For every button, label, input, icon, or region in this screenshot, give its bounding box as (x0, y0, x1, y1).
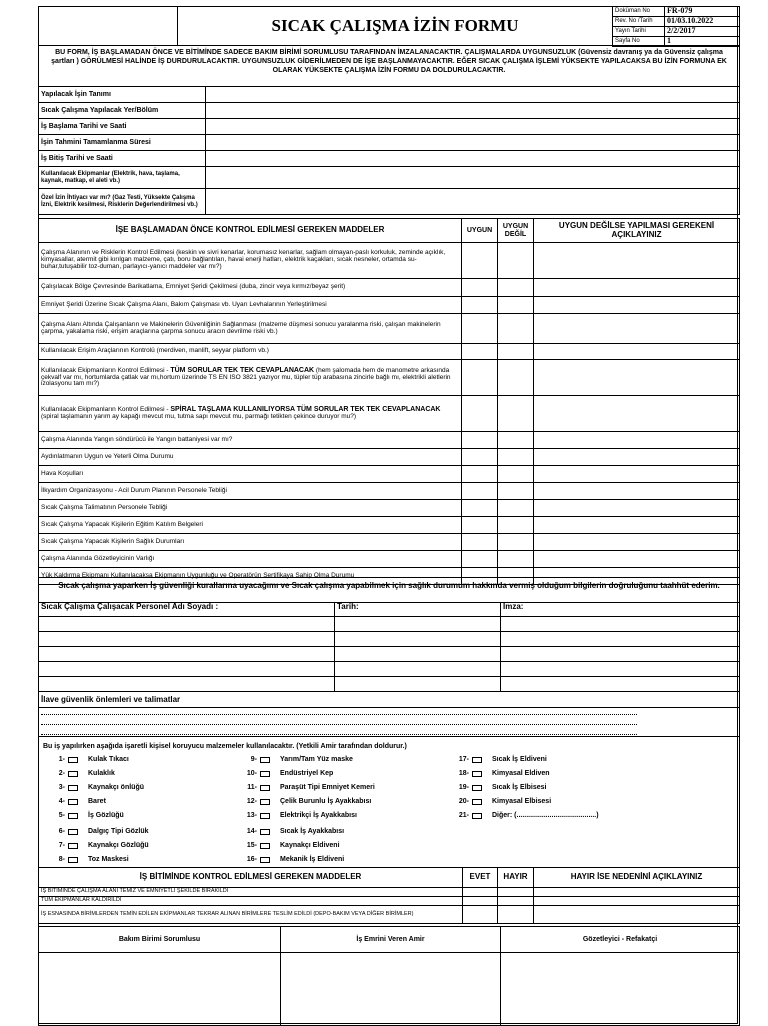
ppe-item (449, 770, 550, 777)
personnel-header (39, 603, 740, 617)
ppe-number: 3- (58, 784, 65, 791)
ppe-number: 6- (58, 828, 65, 835)
pre-check-text: Kullanılacak Ekipmanların Kontrol Edilmesi - (41, 366, 171, 374)
pre-check-title: İŞE BAŞLAMADAN ÖNCE KONTROL EDİLMESİ GEREKEN MADDELER (39, 219, 462, 243)
meta-value: FR-079 (665, 7, 740, 17)
ppe-label: Çelik Burunlu İş Ayakkabısı (280, 798, 372, 805)
info-row (39, 135, 740, 151)
ppe-label: Sıcak İş Eldiveni (492, 756, 547, 763)
info-label: Yapılacak İşin Tanımı (39, 87, 206, 103)
ppe-label: Kulak Tıkacı (88, 756, 129, 763)
ok-cell[interactable] (462, 243, 498, 279)
info-field[interactable] (206, 135, 740, 151)
pre-check-row (39, 483, 740, 500)
extra-safety-title: İlave güvenlik önlemleri ve talimatlar (39, 692, 739, 708)
ppe-checkbox[interactable] (472, 771, 482, 777)
pre-check-item (39, 360, 462, 396)
not-ok-cell[interactable] (498, 449, 534, 466)
signature-field[interactable] (501, 953, 740, 1026)
pre-check-row (39, 243, 740, 279)
doc-meta (612, 6, 740, 46)
personnel-date-cell[interactable] (335, 647, 501, 662)
pre-check-detail: (hem şalomada hem de manometre arkasında çekvalf var mı, hortumlarda çatlak var mı,hortum üzerinde TS EN ISO 3821 yazıyor mu, tüpler tüp arabasına zincirle bağlı mı, elektrikli aletlerin izolasyonu tam mı?) (41, 366, 451, 388)
explain-cell[interactable] (534, 243, 740, 279)
pre-check-text: Sıcak Çalışma Yapacak Kişilerin Eğitim Katılım Belgeleri (41, 520, 203, 528)
ppe-number: 14- (246, 828, 257, 835)
ppe-checkbox[interactable] (68, 843, 78, 849)
pre-check-item (39, 344, 462, 360)
personnel-date-cell[interactable] (335, 677, 501, 692)
ppe-number: 13- (246, 812, 257, 819)
ok-cell[interactable] (462, 314, 498, 344)
pre-check-ok-header: UYGUN (462, 219, 498, 243)
ok-cell[interactable] (462, 517, 498, 534)
post-check-no-header: HAYIR (498, 868, 534, 888)
ppe-checkbox[interactable] (68, 829, 78, 835)
ok-cell[interactable] (462, 279, 498, 297)
ok-cell[interactable] (462, 483, 498, 500)
intro-text: BU FORM, İŞ BAŞLAMADAN ÖNCE VE BİTİMİNDE SADECE BAKIM BİRİMİ SORUMLUSU TARAFINDAN İMZALANACAKTIR. ÇALIŞMALARDA UYGUNSUZLUK (Güvensiz davranış ya da Güvensiz çalışma şartları ) GÖRÜLMESİ HALİNDE İŞ DURDURULACAKTIR. UYGUNSUZLUK GİDERİLMEDEN DE İŞE BAŞLANMAYACAKTIR. EĞER SICAK ÇALIŞMA İŞLEMİ YÜKSEKTE YAPILACAKSA BU İZİN FORMUNA EK OLARAK YÜKSEKTE ÇALIŞMA İZİN FORMU DA DOLDURULACAKTIR. (38, 45, 740, 87)
ppe-checkbox[interactable] (68, 813, 78, 819)
ppe-number: 16- (246, 856, 257, 863)
ok-cell[interactable] (462, 534, 498, 551)
ok-cell[interactable] (462, 551, 498, 568)
meta-value: 2/2/2017 (665, 27, 740, 37)
personnel-sign-header: İmza: (501, 603, 740, 617)
pre-check-notok-header: UYGUN DEĞİL (498, 219, 534, 243)
pre-check-text: Çalışma Alanının ve Risklerin Kontrol Edilmesi (keskin ve sivri kenarlar, korumasız kenarlar, sağlam olmayan-paslı korkuluk, zeminde açıklık, kimyasallar, atermit gibi kırılgan malzeme, çatı, boru bağlantıları, havai enerji hatları, elektrik kaçakları, sıcak nesneler, ortamda su-buhar,tutuşabilir toz-duman, parlayıcı-yanıcı maddeler var mı?) (41, 249, 446, 270)
declaration: Sıcak çalışma yaparken İş güvenliği kurallarına uyacağımı ve Sıcak çalışma yapabilmek için sağlık durumum hakkında vermiş olduğum bilgilerin doğruluğunu taahhüt ederim. (38, 577, 740, 603)
pre-check-item (39, 466, 462, 483)
info-label: Sıcak Çalışma Yapılacak Yer/Bölüm (39, 103, 206, 119)
ppe-checkbox[interactable] (472, 785, 482, 791)
ppe-number: 17- (458, 756, 469, 763)
ppe-number: 9- (250, 756, 257, 763)
personnel-row (39, 662, 740, 677)
signature-label: Gözetleyici - Refakatçi (501, 927, 740, 953)
info-row (39, 103, 740, 119)
info-field[interactable] (206, 103, 740, 119)
yes-cell[interactable] (463, 897, 498, 906)
ppe-number: 4- (58, 798, 65, 805)
not-ok-cell[interactable] (498, 243, 534, 279)
ppe-checkbox[interactable] (260, 799, 270, 805)
signatures (38, 926, 740, 1026)
pre-check-text: Çalışma Alanında Gözetleyicinin Varlığı (41, 554, 155, 562)
meta-row (613, 17, 740, 27)
ppe-checkbox[interactable] (260, 843, 270, 849)
ok-cell[interactable] (462, 466, 498, 483)
signature-field[interactable] (281, 953, 501, 1026)
ppe-label: Kaynakçı önlüğü (88, 784, 145, 791)
ok-cell[interactable] (462, 344, 498, 360)
personnel-name-header: Sıcak Çalışma Çalışacak Personel Adı Soyadı : (39, 603, 335, 617)
ppe-number: 1- (58, 756, 65, 763)
explain-cell[interactable] (534, 297, 740, 314)
pre-check-row (39, 466, 740, 483)
ppe-checkbox[interactable] (472, 799, 482, 805)
pre-check-text: Kullanılacak Ekipmanların Kontrol Edilmesi - (41, 406, 171, 414)
not-ok-cell[interactable] (498, 466, 534, 483)
personnel-row (39, 632, 740, 647)
pre-check-row (39, 517, 740, 534)
pre-check-text: Aydınlatmanın Uygun ve Yeterli Olma Durumu (41, 452, 174, 460)
info-label: Özel İzin İhtiyacı var mı? (Gaz Testi, Yüksekte Çalışma İzni, Elektrik kesilmesi, Risklerin Değerlendirilmesi vb.) (39, 189, 206, 215)
ppe-label: Dalgıç Tipi Gözlük (88, 828, 149, 835)
ppe-number: 12- (246, 798, 257, 805)
not-ok-cell[interactable] (498, 297, 534, 314)
meta-label: Rev. No /Tarih (613, 17, 665, 27)
personnel-row (39, 677, 740, 692)
ppe-item (45, 856, 129, 863)
pre-check-row (39, 314, 740, 344)
pre-check-item (39, 297, 462, 314)
post-work-checklist (38, 867, 740, 924)
ppe-checkbox[interactable] (260, 829, 270, 835)
ppe-item (237, 784, 375, 791)
ppe-checkbox[interactable] (68, 857, 78, 863)
ppe-number: 19- (458, 784, 469, 791)
explain-cell[interactable] (534, 432, 740, 449)
ppe-item (45, 770, 115, 777)
ppe-label: Kimyasal Eldiven (492, 770, 550, 777)
pre-check-row (39, 500, 740, 517)
reason-cell[interactable] (534, 906, 740, 924)
pre-check-emphasis: TÜM SORULAR TEK TEK CEVAPLANACAK (170, 366, 315, 374)
personnel-date-cell[interactable] (335, 662, 501, 677)
signature-row (39, 953, 740, 1026)
not-ok-cell[interactable] (498, 279, 534, 297)
ppe-label: Baret (88, 798, 106, 805)
pre-check-text: Çalışılacak Bölge Çevresinde Barikatlama, Emniyet Şeridi Çekilmesi (duba, zincir veya kırmız/beyaz şerit) (41, 283, 346, 291)
ppe-label: Endüstriyel Kep (280, 770, 334, 777)
ppe-item (449, 798, 551, 805)
ppe-number: 7- (58, 842, 65, 849)
ppe-item (45, 756, 129, 763)
no-cell[interactable] (498, 888, 534, 897)
ppe-item (237, 828, 344, 835)
ok-cell[interactable] (462, 297, 498, 314)
ppe-checkbox[interactable] (260, 757, 270, 763)
ppe-label: Kulaklık (88, 770, 115, 777)
not-ok-cell[interactable] (498, 360, 534, 396)
pre-check-row (39, 297, 740, 314)
ppe-item (237, 812, 357, 819)
pre-check-item (39, 279, 462, 297)
pre-check-row (39, 534, 740, 551)
info-label: İş Başlama Tarihi ve Saati (39, 119, 206, 135)
pre-check-emphasis: SPİRAL TAŞLAMA KULLANILIYORSA TÜM SORULAR TEK TEK CEVAPLANACAK (170, 406, 441, 414)
logo-area (38, 6, 178, 46)
info-field[interactable] (206, 151, 740, 167)
ppe-label: Kimyasal Elbisesi (492, 798, 552, 805)
pre-check-text: Yük Kaldırma Ekipmanı Kullanılacaksa Ekipmanın Uygunluğu ve Operatörün Sertifikaya Sahip Olma Durumu (41, 571, 355, 579)
post-check-row (39, 888, 740, 897)
pre-check-text: İlkyardım Organizasyonu - Acil Durum Planının Personele Tebliği (41, 486, 227, 494)
ppe-item (45, 828, 149, 835)
personnel-name-cell[interactable] (39, 617, 335, 632)
meta-row (613, 27, 740, 37)
post-check-item: İŞ ESNASINDA BİRİMLERDEN TEMİN EDİLEN EKİPMANLAR TEKRAR ALINAN BİRİMLERE TESLİM EDİLDİ (DEPO-BAKIM VEYA DİĞER BİRİMLER) (39, 906, 463, 924)
form-title: SICAK ÇALIŞMA İZİN FORMU (177, 6, 613, 46)
pre-check-item (39, 551, 462, 568)
personnel-name-cell[interactable] (39, 677, 335, 692)
meta-label: Sayfa No (613, 37, 665, 47)
pre-check-item (39, 517, 462, 534)
personnel-sign-cell[interactable] (501, 617, 740, 632)
pre-check-detail: (spiral taşlamanın yarım ay kapağı mevcut mu, tutma sapı mevcut mu, parmağı tetikten çekince duruyor mu?) (41, 413, 357, 420)
pre-check-row (39, 432, 740, 449)
ppe-checkbox[interactable] (68, 799, 78, 805)
ppe-item (237, 842, 340, 849)
personnel-date-cell[interactable] (335, 632, 501, 647)
explain-cell[interactable] (534, 466, 740, 483)
pre-check-item (39, 483, 462, 500)
not-ok-cell[interactable] (498, 314, 534, 344)
info-field[interactable] (206, 119, 740, 135)
info-field[interactable] (206, 87, 740, 103)
explain-cell[interactable] (534, 360, 740, 396)
pre-check-row (39, 449, 740, 466)
pre-check-text: Çalışma Alanı Altında Çalışanların ve Makinelerin Güvenliğinin Sağlanması (malzeme düşmesi sonucu yaralanma riski, çalışan makinelerin çarpma, yakalama riski, erişim araçlarına çarpma sonucu aracın devrilme riski vb.) (41, 320, 441, 335)
pre-check-item (39, 500, 462, 517)
personnel-table (38, 602, 740, 692)
pre-check-row (39, 344, 740, 360)
meta-label: Doküman No (613, 7, 665, 17)
pre-check-row (39, 396, 740, 432)
ppe-checkbox[interactable] (472, 757, 482, 763)
pre-check-row (39, 551, 740, 568)
info-label: İş Bitiş Tarihi ve Saati (39, 151, 206, 167)
explain-cell[interactable] (534, 517, 740, 534)
info-row (39, 151, 740, 167)
ppe-item (45, 784, 144, 791)
pre-check-header (39, 219, 740, 243)
ppe-label: Paraşüt Tipi Emniyet Kemeri (280, 784, 375, 791)
ppe-checkbox[interactable] (260, 785, 270, 791)
pre-check-text: Sıcak Çalışma Talimatının Personele Tebliği (41, 503, 168, 511)
pre-check-item (39, 449, 462, 466)
ppe-item (45, 842, 149, 849)
not-ok-cell[interactable] (498, 551, 534, 568)
info-field[interactable] (206, 189, 740, 215)
meta-value: 01/03.10.2022 (665, 17, 740, 27)
info-row (39, 87, 740, 103)
extra-safety (38, 691, 740, 737)
pre-check-row (39, 360, 740, 396)
ok-cell[interactable] (462, 360, 498, 396)
pre-check-text: Çalışma Alanında Yangın söndürücü ile Yangın battaniyesi var mı? (41, 435, 233, 443)
ppe-number: 15- (246, 842, 257, 849)
ppe-section (38, 736, 740, 868)
ppe-intro: Bu iş yapılırken aşağıda işaretli kişisel koruyucu malzemeler kullanılacaktır. (Yetkili Amir tarafından doldurur.) (43, 743, 407, 750)
pre-check-item (39, 243, 462, 279)
ppe-number: 18- (458, 770, 469, 777)
yes-cell[interactable] (463, 906, 498, 924)
personnel-date-header: Tarih: (335, 603, 501, 617)
pre-check-explain-header: UYGUN DEĞİLSE YAPILMASI GEREKENİ AÇIKLAYINIZ (534, 219, 740, 243)
personnel-sign-cell[interactable] (501, 647, 740, 662)
ppe-checkbox[interactable] (68, 757, 78, 763)
signature-header-row (39, 927, 740, 953)
pre-check-item (39, 396, 462, 432)
personnel-row (39, 617, 740, 632)
post-check-yes-header: EVET (463, 868, 498, 888)
ppe-label: Diğer: (.........................................) (492, 812, 599, 819)
meta-row (613, 7, 740, 17)
yes-cell[interactable] (463, 888, 498, 897)
info-row (39, 167, 740, 189)
permit-form (38, 6, 738, 1024)
explain-cell[interactable] (534, 344, 740, 360)
not-ok-cell[interactable] (498, 534, 534, 551)
explain-cell[interactable] (534, 396, 740, 432)
signature-field[interactable] (39, 953, 281, 1026)
not-ok-cell[interactable] (498, 432, 534, 449)
personnel-row (39, 647, 740, 662)
ppe-checkbox[interactable] (68, 771, 78, 777)
ppe-number: 20- (458, 798, 469, 805)
ppe-item (449, 784, 546, 791)
personnel-name-cell[interactable] (39, 647, 335, 662)
ppe-number: 5- (58, 812, 65, 819)
ppe-label: Sıcak İş Elbisesi (492, 784, 547, 791)
reason-cell[interactable] (534, 897, 740, 906)
pre-work-checklist (38, 218, 740, 585)
pre-check-text: Kullanılacak Erişim Araçlarının Kontrolü (merdiven, manlift, seyyar platform vb.) (41, 347, 269, 355)
ppe-checkbox[interactable] (472, 813, 482, 819)
signature-label: İş Emrini Veren Amir (281, 927, 501, 953)
ok-cell[interactable] (462, 432, 498, 449)
personnel-sign-cell[interactable] (501, 662, 740, 677)
no-cell[interactable] (498, 906, 534, 924)
ppe-checkbox[interactable] (68, 785, 78, 791)
ppe-number: 8- (58, 856, 65, 863)
ppe-label: Elektrikçi İş Ayakkabısı (280, 812, 357, 819)
info-row (39, 189, 740, 215)
ppe-label: İş Gözlüğü (88, 812, 124, 819)
post-check-explain-header: HAYIR İSE NEDENİNİ AÇIKLAYINIZ (534, 868, 740, 888)
not-ok-cell[interactable] (498, 483, 534, 500)
explain-cell[interactable] (534, 449, 740, 466)
post-check-item: İŞ BİTİMİNDE ÇALIŞMA ALANI TEMİZ VE EMNİYETLİ ŞEKİLDE BIRAKILDI (39, 888, 463, 897)
personnel-date-cell[interactable] (335, 617, 501, 632)
ppe-number: 10- (246, 770, 257, 777)
not-ok-cell[interactable] (498, 500, 534, 517)
ppe-item (237, 756, 353, 763)
explain-cell[interactable] (534, 534, 740, 551)
not-ok-cell[interactable] (498, 344, 534, 360)
explain-cell[interactable] (534, 551, 740, 568)
ppe-label: Kaynakçı Eldiveni (280, 842, 340, 849)
explain-cell[interactable] (534, 279, 740, 297)
reason-cell[interactable] (534, 888, 740, 897)
pre-check-row (39, 279, 740, 297)
ppe-item (237, 770, 333, 777)
post-check-row (39, 897, 740, 906)
ok-cell[interactable] (462, 500, 498, 517)
explain-cell[interactable] (534, 314, 740, 344)
post-check-item: TÜM EKİPMANLAR KALDIRILDI (39, 897, 463, 906)
post-check-header (39, 868, 740, 888)
ppe-label: Toz Maskesi (88, 856, 129, 863)
post-check-row (39, 906, 740, 924)
ppe-item (449, 812, 599, 819)
info-label: İşin Tahmini Tamamlanma Süresi (39, 135, 206, 151)
pre-check-text: Hava Koşulları (41, 469, 84, 477)
post-check-title: İŞ BİTİMİNDE KONTROL EDİLMESİ GEREKEN MADDELER (39, 868, 463, 888)
pre-check-item (39, 314, 462, 344)
explain-cell[interactable] (534, 500, 740, 517)
ppe-label: Yarım/Tam Yüz maske (280, 756, 353, 763)
ok-cell[interactable] (462, 449, 498, 466)
not-ok-cell[interactable] (498, 517, 534, 534)
ppe-checkbox[interactable] (260, 813, 270, 819)
not-ok-cell[interactable] (498, 396, 534, 432)
personnel-name-cell[interactable] (39, 632, 335, 647)
ppe-number: 11- (247, 784, 257, 791)
ok-cell[interactable] (462, 396, 498, 432)
ppe-item (45, 798, 106, 805)
info-field[interactable] (206, 167, 740, 189)
personnel-sign-cell[interactable] (501, 677, 740, 692)
pre-check-item (39, 534, 462, 551)
ppe-item (45, 812, 124, 819)
no-cell[interactable] (498, 897, 534, 906)
meta-label: Yayın Tarihi (613, 27, 665, 37)
ppe-item (449, 756, 547, 763)
pre-check-item (39, 432, 462, 449)
ppe-number: 2- (58, 770, 65, 777)
ppe-checkbox[interactable] (260, 857, 270, 863)
ppe-number: 21- (458, 812, 469, 819)
ppe-label: Sıcak İş Ayakkabısı (280, 828, 345, 835)
personnel-sign-cell[interactable] (501, 632, 740, 647)
pre-check-text: Sıcak Çalışma Yapacak Kişilerin Sağlık Durumları (41, 537, 185, 545)
meta-value: 1 (665, 37, 740, 47)
info-row (39, 119, 740, 135)
info-label: Kullanılacak Ekipmanlar (Elektrik, hava, taşlama, kaynak, matkap, el aleti vb.) (39, 167, 206, 189)
explain-cell[interactable] (534, 483, 740, 500)
signature-label: Bakım Birimi Sorumlusu (39, 927, 281, 953)
personnel-name-cell[interactable] (39, 662, 335, 677)
ppe-label: Mekanik İş Eldiveni (280, 856, 345, 863)
ppe-checkbox[interactable] (260, 771, 270, 777)
ppe-label: Kaynakçı Gözlüğü (88, 842, 149, 849)
ppe-item (237, 856, 344, 863)
ppe-item (237, 798, 371, 805)
pre-check-text: Emniyet Şeridi Üzerine Sıcak Çalışma Alanı, Bakım Çalışması vb. Uyarı Levhalarının Yerleştirilmesi (41, 300, 327, 308)
job-info (38, 86, 740, 215)
